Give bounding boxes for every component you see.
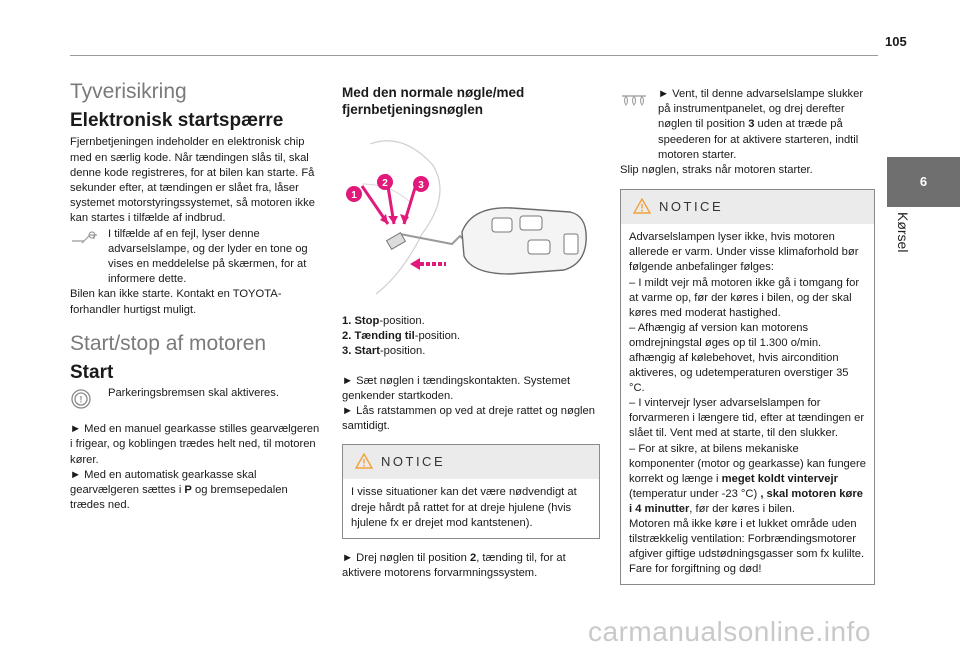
manual-gearbox-step: ► Med en manuel gearkasse stilles gearvælgeren i frigear, og koblingen trædes helt ned, til motoren kører. [70,423,320,466]
ignition-key-figure [342,124,600,302]
notice-para-1: Advarselslampen lyser ikke, hvis motoren allerede er varm. Under visse klimaforhold bør følgende anbefalinger følges: [629,231,859,274]
notice-box-cold-start [620,189,875,585]
section-title-antitheft: Tyverisikring [70,80,187,103]
parking-brake-icon [70,388,92,415]
notice-para-4: – I vintervejr lyser advarselslampen for forvarmeren i længere tid, efter at tændingen er slået til. Vent med at starte, til den slukker. [629,397,865,440]
svg-text:!: ! [79,394,83,405]
fault-note [70,227,322,288]
fault-note-text: I tilfælde af en fejl, lyser denne advarselslampe, og der lyder en tone og vises en meddelelse på skærmen, for at informere dette. [108,227,308,286]
notice-title: NOTICE [659,199,724,215]
notice-para-6: Motoren må ikke køre i et lukket område uden tilstrækkelig ventilation: Forbrændingsmotorer afgiver giftige udstødningsgasser som fx kulilte. Fare for forgiftning og død! [629,518,865,576]
notice-title: NOTICE [381,454,446,470]
automatic-gearbox-step: ► Med en automatisk gearkasse skal gearvælgeren sættes i P og bremsepedalen trædes ned. [70,468,288,512]
figure-label-3: 3 [418,180,424,191]
legend-item-stop: 1. Stop-position. [342,315,425,327]
page-number: 105 [885,34,907,49]
turn-key-step: ► Drej nøglen til position 2, tænding til, for at aktivere motorens forvarmningssystem. [342,552,566,580]
insert-key-step: ► Sæt nøglen i tændingskontakten. Systemet genkender startkoden. [342,374,571,402]
notice-header [621,190,874,224]
position-legend [342,314,600,360]
header-rule [70,55,878,56]
notice-para-3: – Afhængig af version kan motorens omdrejningstal øges op til 1.300 o/min. afhængig af kølebehovet, hvis aircondition aktiveres, og udetemperaturen overstiger 35 °C. [629,321,849,395]
preheating-glow-plug-icon [620,93,648,112]
subsection-title-start: Start [70,362,114,384]
section-title-start-stop: Start/stop af motoren [70,331,267,355]
parking-brake-text: Parkeringsbremsen skal aktiveres. [108,387,279,400]
notice-header [343,445,599,479]
parking-brake-note [70,386,322,414]
warning-triangle-icon [633,198,651,219]
unlock-steering-step: ► Lås ratstammen op ved at dreje rattet og nøglen samtidigt. [342,405,595,433]
ignition-key-illustration [342,124,600,302]
column-3 [620,87,875,585]
preheat-wait-step: ► Vent, til denne advarselslampe slukker på instrumentpanelet, og drej derefter nøglen til position 3 uden at træde på speederen for at aktivere starteren, indtil motoren starter. [620,87,875,163]
legend-item-ignition: 2. Tænding til-position. [342,330,461,343]
legend-item-start: 3. Start-position. [342,345,426,358]
figure-label-2: 2 [382,178,388,189]
notice-para-2: – I mildt vejr må motoren ikke gå i tomgang for at varme op, før der køres i bilen, og der skal køres med moderat hastighed. [629,276,860,319]
immobiliser-intro: Fjernbetjeningen indeholder en elektronisk chip med en særlig kode. Når tændingen slås til, skal denne kode registreres, for at bilen kan starte. Få sekunder efter, at tændingen er slået fra, låser systemet motorstyringssystemet, så motoren ikke kan startes i tilfælde af indbrud. [70,136,315,225]
key-heading: Med den normale nøgle/med fjernbetjeningsnøglen [342,85,525,117]
notice-para-5: – For at sikre, at bilens mekaniske komponenter (motor og gearkasse) kan fungere korrekt og længe i meget koldt vintervejr (temperatur under -23 °C) , skal motoren køre i 4 minutter, før der køres i bilen. [629,442,866,515]
figure-label-1: 1 [351,190,357,201]
column-2 [342,84,600,581]
subsection-title-immobiliser: Elektronisk startspærre [70,110,284,132]
warning-triangle-icon [355,453,373,474]
chapter-tab-number[interactable]: 6 [887,157,960,207]
release-key-text: Slip nøglen, straks når motoren starter. [620,164,813,177]
preheat-wait-text: ► Vent, til denne advarselslampe slukker på instrumentpanelet, og drej derefter nøglen til position [658,88,864,131]
fault-action: Bilen kan ikke starte. Kontakt en TOYOTA-forhandler hurtigst muligt. [70,288,282,316]
notice-box-steering [342,444,600,539]
watermark: carmanualsonline.info [588,616,871,647]
column-1 [70,80,322,513]
notice-text: I visse situationer kan det være nødvendigt at dreje hårdt på rattet for at dreje hjulene (hvis hjulene fx er drejet mod kantstenen). [351,486,577,529]
chapter-tab-label: Kørsel [895,212,911,253]
key-warning-icon [70,229,100,250]
